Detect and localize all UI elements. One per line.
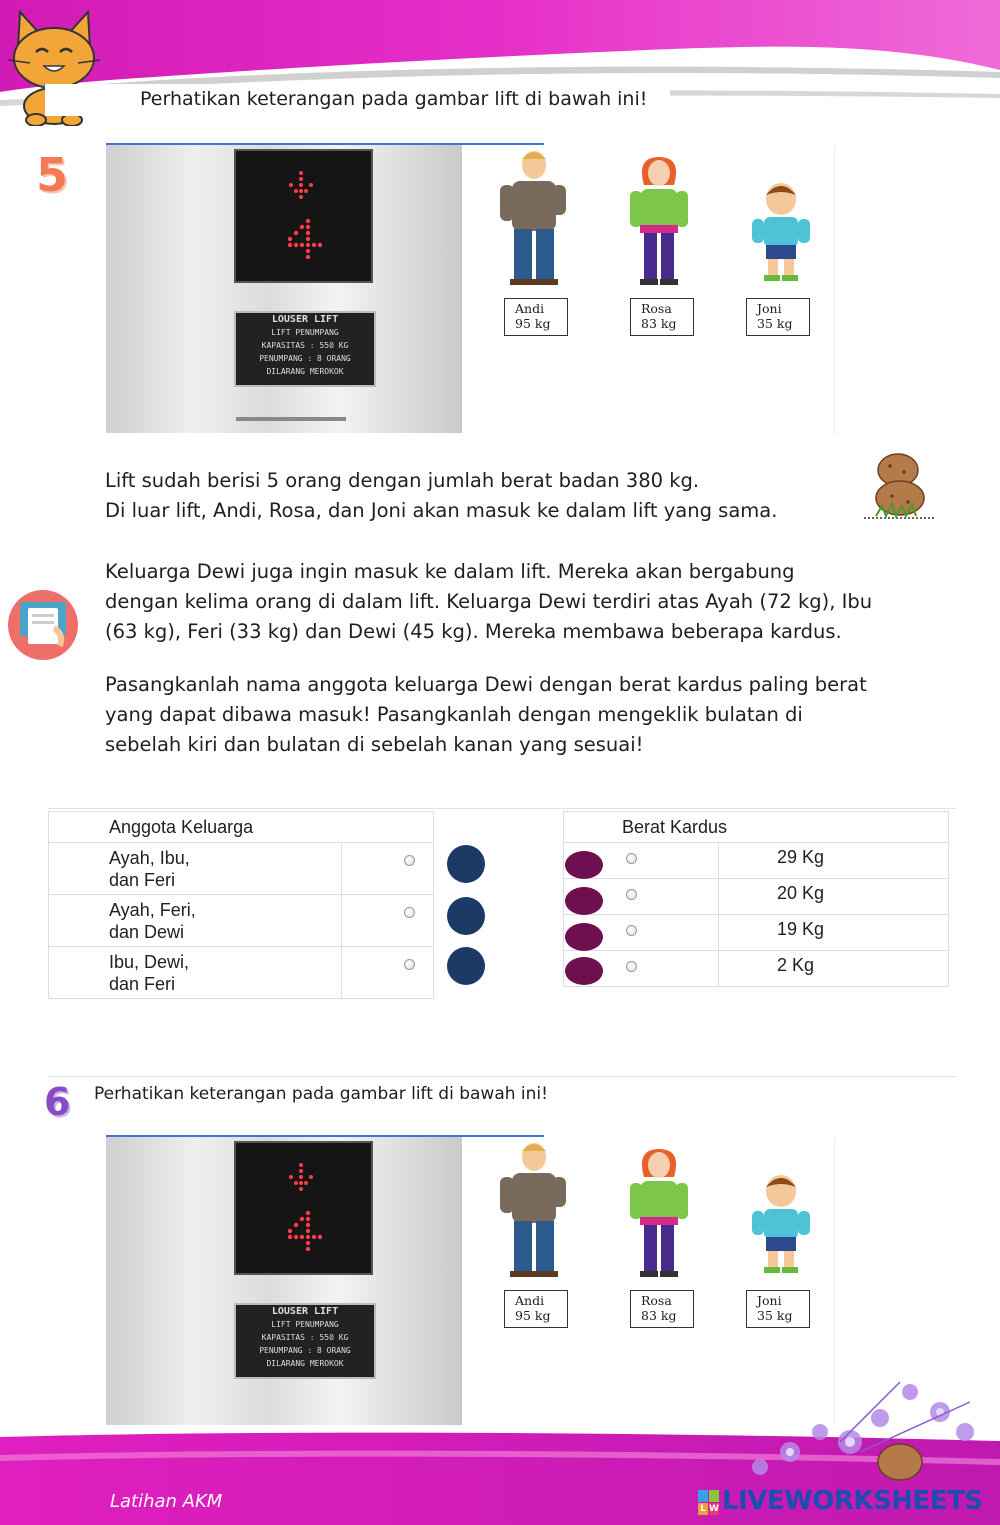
- lift-slot: [236, 417, 346, 421]
- lift-down-arrow-icon: [236, 1143, 371, 1273]
- radio-button[interactable]: [626, 961, 637, 972]
- family-option-3: [49, 947, 342, 999]
- lift-photo: [106, 1137, 462, 1425]
- radio-button[interactable]: [404, 907, 415, 918]
- logo-badge-letter: W: [709, 1504, 719, 1514]
- match-dot-left-3[interactable]: [447, 947, 485, 985]
- family-option-line: dan Feri: [109, 870, 176, 890]
- box-weight-table: [563, 811, 949, 987]
- match-dot-right-2[interactable]: [565, 887, 603, 915]
- plate-line: KAPASITAS : 550 KG: [261, 1333, 349, 1342]
- family-option-line: Ayah, Feri,: [109, 900, 196, 920]
- paragraph-line: (63 kg), Feri (33 kg) dan Dewi (45 kg). Mereka membawa beberapa kardus.: [105, 620, 842, 643]
- match-dot-left-1[interactable]: [447, 845, 485, 883]
- family-table-header: Anggota Keluarga: [49, 812, 434, 843]
- plate-line: DILARANG MEROKOK: [266, 367, 344, 376]
- match-dot-left-2[interactable]: [447, 897, 485, 935]
- brand-name[interactable]: LIVEWORKSHEETS: [722, 1486, 983, 1516]
- box-weight-value: 2 Kg: [719, 951, 949, 987]
- plate-line: LOUSER LIFT: [271, 1306, 339, 1317]
- family-option-3-match-cell: [342, 947, 434, 999]
- radio-button[interactable]: [404, 855, 415, 866]
- person-name: Joni: [757, 301, 782, 316]
- paragraph-line: yang dapat dibawa masuk! Pasangkanlah dengan mengeklik bulatan di: [105, 703, 803, 726]
- person-weight: 83 kg: [641, 1308, 677, 1323]
- box-option-3-match-cell: [564, 915, 719, 951]
- clipboard-icon: [6, 588, 80, 662]
- box-weight-value: 29 Kg: [719, 843, 949, 879]
- plate-line: LIFT PENUMPANG: [271, 328, 339, 337]
- family-option-1-match-cell: [342, 843, 434, 895]
- match-dot-right-1[interactable]: [565, 851, 603, 879]
- match-dot-right-3[interactable]: [565, 923, 603, 951]
- person-name: Rosa: [641, 1293, 672, 1308]
- person-weight: 83 kg: [641, 316, 677, 331]
- plate-line: DILARANG MEROKOK: [266, 1359, 344, 1368]
- plate-line: KAPASITAS : 550 KG: [261, 341, 349, 350]
- box-weight-value: 19 Kg: [719, 915, 949, 951]
- question-number-5: 5: [36, 148, 69, 202]
- person-label-joni: [746, 298, 810, 336]
- person-weight: 35 kg: [757, 1308, 793, 1323]
- box-option-2-match-cell: [564, 879, 719, 915]
- paragraph-line: Keluarga Dewi juga ingin masuk ke dalam lift. Mereka akan bergabung: [105, 560, 795, 583]
- story-paragraph-2: [105, 557, 905, 647]
- header-instruction: Perhatikan keterangan pada gambar lift di bawah ini!: [140, 88, 648, 110]
- radio-button[interactable]: [404, 959, 415, 970]
- question-number-6: 6: [44, 1080, 71, 1124]
- match-dot-right-4[interactable]: [565, 957, 603, 985]
- lift-floor-display: [234, 149, 373, 283]
- person-name: Joni: [757, 1293, 782, 1308]
- paragraph-line: Lift sudah berisi 5 orang dengan jumlah berat badan 380 kg.: [105, 469, 700, 492]
- liveworksheets-logo-icon: [698, 1490, 720, 1516]
- person-name: Andi: [515, 1293, 545, 1308]
- footer-title: Latihan AKM: [110, 1491, 223, 1512]
- rosa-figure-icon: [622, 155, 696, 289]
- joni-figure-icon: [746, 181, 816, 285]
- plate-line: LOUSER LIFT: [271, 314, 339, 325]
- person-weight: 35 kg: [757, 316, 793, 331]
- story-paragraph-1: [105, 466, 905, 526]
- box-option-4-match-cell: [564, 951, 719, 987]
- people-panel: [462, 145, 835, 435]
- radio-button[interactable]: [626, 889, 637, 900]
- paragraph-line: Di luar lift, Andi, Rosa, dan Joni akan masuk ke dalam lift yang sama.: [105, 499, 778, 522]
- family-option-2: [49, 895, 342, 947]
- flower-decoration-icon: [700, 1372, 990, 1502]
- family-option-line: Ayah, Ibu,: [109, 848, 190, 868]
- logo-badge-letter: L: [698, 1503, 708, 1515]
- person-name: Andi: [515, 301, 545, 316]
- person-weight: 95 kg: [515, 316, 551, 331]
- person-label-rosa: [630, 1290, 694, 1328]
- person-label-andi: [504, 298, 568, 336]
- box-option-1-match-cell: [564, 843, 719, 879]
- lift-floor-display: [234, 1141, 373, 1275]
- person-name: Rosa: [641, 301, 672, 316]
- box-table-header: Berat Kardus: [564, 812, 949, 843]
- family-option-line: Ibu, Dewi,: [109, 952, 190, 972]
- task-paragraph: [105, 670, 905, 760]
- family-members-table: [48, 811, 434, 999]
- person-label-andi: [504, 1290, 568, 1328]
- paragraph-line: sebelah kiri dan bulatan di sebelah kanan yang sesuai!: [105, 733, 644, 756]
- paragraph-line: dengan kelima orang di dalam lift. Keluarga Dewi terdiri atas Ayah (72 kg), Ibu: [105, 590, 873, 613]
- potato-character-icon: [862, 450, 938, 524]
- andi-figure-icon: [490, 1141, 576, 1281]
- joni-figure-icon: [746, 1173, 816, 1277]
- paragraph-line: Pasangkanlah nama anggota keluarga Dewi dengan berat kardus paling berat: [105, 673, 867, 696]
- andi-figure-icon: [490, 149, 576, 289]
- radio-button[interactable]: [626, 853, 637, 864]
- family-option-line: dan Feri: [109, 974, 176, 994]
- person-weight: 95 kg: [515, 1308, 551, 1323]
- family-option-1: [49, 843, 342, 895]
- rosa-figure-icon: [622, 1147, 696, 1281]
- section-divider: [48, 808, 956, 809]
- lift-capacity-plate: [234, 1303, 376, 1379]
- family-option-line: dan Dewi: [109, 922, 185, 942]
- plate-line: LIFT PENUMPANG: [271, 1320, 339, 1329]
- lift-down-arrow-icon: [236, 151, 371, 281]
- radio-button[interactable]: [626, 925, 637, 936]
- lift-capacity-plate: [234, 311, 376, 387]
- person-label-joni: [746, 1290, 810, 1328]
- family-option-2-match-cell: [342, 895, 434, 947]
- person-label-rosa: [630, 298, 694, 336]
- lift-photo: [106, 145, 462, 433]
- section-divider: [48, 1076, 956, 1077]
- q6-instruction: Perhatikan keterangan pada gambar lift di bawah ini!: [94, 1084, 548, 1104]
- plate-line: PENUMPANG : 8 ORANG: [259, 1346, 351, 1355]
- box-weight-value: 20 Kg: [719, 879, 949, 915]
- plate-line: PENUMPANG : 8 ORANG: [259, 354, 351, 363]
